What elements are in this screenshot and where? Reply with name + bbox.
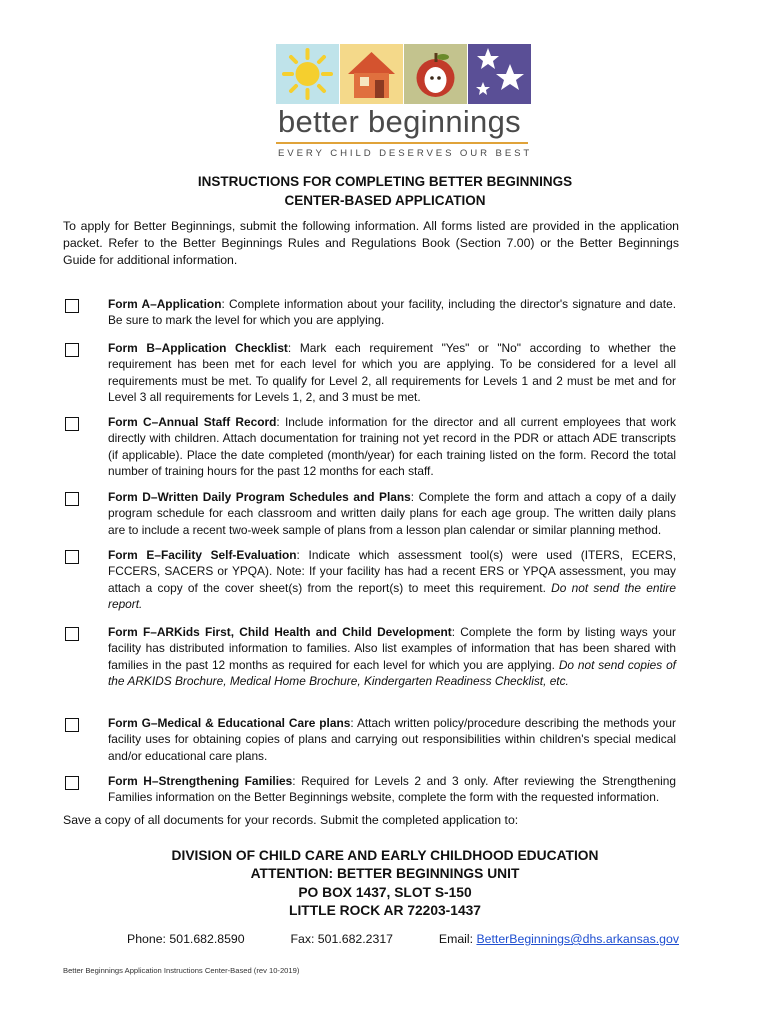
item-body: : Required for Levels 2 and 3 only. After reviewing the Strengthening Families information on the Better Beginnings website, complete the form with the requested information. [108, 774, 676, 805]
item-text [108, 414, 676, 480]
item-body: : Mark each requirement "Yes" or "No" according to whether the requirement has been met for each level for which you are applying. To be considered for a level all requirements must be met. To qualify for Level 2, all requirements for Levels 1 and 2 must be met and for Level 3 all requirements for Levels 1, 2, and 3 must be met. [108, 341, 676, 405]
item-body: : Include information for the director and all current employees that work directly with children. Attach documentation for training not yet record in the PDR or attach ADE transcripts (if applicable). Place the date completed (month/year) for each training listed on the form. Record the total number of training hours for the past 12 months for each staff. [108, 415, 676, 479]
item-body: : Complete the form by listing ways your facility has distributed information to families. Also list examples of information that has been shared with families in the past 12 months as required for each level for which you are applying. [108, 625, 677, 672]
sun-icon [276, 44, 339, 104]
item-body: : Indicate which assessment tool(s) were used (ITERS, ECERS, FCCERS, SACERS or YPQA). Note: If your facility has had a recent ERS or YPQA assessment, you may attach a copy of the cover sheet(s) from the report(s) to meet this requirement. [108, 548, 676, 595]
intro-paragraph: To apply for Better Beginnings, submit the following information. All forms listed are provided in the application packet. Refer to the Better Beginnings Rules and Regulations Book (Section 7.00) or the Better Beginnings Guide for additional information. [63, 219, 679, 267]
item-note: Do not send the entire report. [108, 580, 676, 612]
house-icon [340, 44, 403, 104]
submission-instructions: Save a copy of all documents for your records. Submit the completed application to: [63, 813, 519, 827]
item-title: Form F–ARKids First, Child Health and Child Development [108, 625, 452, 639]
item-text [108, 773, 676, 806]
brand-divider [276, 142, 528, 144]
address-line-4: LITTLE ROCK AR 72203-1437 [289, 902, 481, 918]
logo-tiles [276, 44, 530, 104]
item-text [108, 624, 676, 690]
item-title: Form D–Written Daily Program Schedules and Plans [108, 490, 411, 504]
address-line-2: ATTENTION: BETTER BEGINNINGS UNIT [250, 866, 520, 882]
brand-tagline: EVERY CHILD DESERVES OUR BEST [278, 148, 533, 159]
checkbox[interactable] [65, 718, 79, 732]
item-text [108, 296, 676, 329]
mailing-address [0, 847, 770, 920]
item-body: : Attach written policy/procedure describing the methods your facility uses for obtaining copies of plans and carrying out responsibilities within children's special medical and/or educational care plans. [108, 716, 676, 763]
stars-icon [468, 44, 531, 104]
item-text [108, 547, 676, 613]
item-body: : Complete information about your facility, including the director's signature and date. Be sure to mark the level for which you are applying. [108, 297, 676, 328]
checkbox[interactable] [65, 417, 79, 431]
address-line-3: PO BOX 1437, SLOT S-150 [298, 884, 472, 900]
fax-number: Fax: 501.682.2317 [290, 932, 394, 946]
checkbox[interactable] [65, 492, 79, 506]
email-label: Email: [438, 932, 477, 946]
item-text [108, 489, 676, 538]
checkbox[interactable] [65, 627, 79, 641]
apple-icon [404, 44, 467, 104]
better-beginnings-logo [276, 44, 533, 159]
item-note: Do not send copies of the ARKIDS Brochure, Medical Home Brochure, Kindergarten Readiness Checklist, etc. [108, 657, 676, 689]
title-line-2: CENTER-BASED APPLICATION [284, 193, 486, 208]
item-body: : Complete the form and attach a copy of a daily program schedule for each classroom and written daily plans for each age group. The written daily plans are to include a recent two-week sample of plans from a lesson plan calendar or similar planning method. [108, 490, 676, 537]
item-title: Form H–Strengthening Families [108, 774, 293, 788]
item-title: Form E–Facility Self-Evaluation [108, 548, 297, 562]
item-title: Form B–Application Checklist [108, 341, 288, 355]
email-link[interactable]: BetterBeginnings@dhs.arkansas.gov [476, 932, 679, 946]
email-contact [439, 932, 679, 946]
phone-number: Phone: 501.682.8590 [127, 932, 245, 946]
page-footer: Better Beginnings Application Instructions Center-Based (rev 10-2019) [63, 966, 300, 975]
checkbox[interactable] [65, 776, 79, 790]
brand-name: better beginnings [278, 104, 521, 139]
contact-info [127, 932, 679, 946]
title-line-1: INSTRUCTIONS FOR COMPLETING BETTER BEGINNINGS [197, 174, 573, 189]
item-text [108, 715, 676, 764]
checkbox[interactable] [65, 343, 79, 357]
item-title: Form C–Annual Staff Record [108, 415, 277, 429]
checkbox[interactable] [65, 299, 79, 313]
checkbox[interactable] [65, 550, 79, 564]
page-title [0, 172, 770, 210]
address-line-1: DIVISION OF CHILD CARE AND EARLY CHILDHOOD EDUCATION [171, 848, 599, 863]
item-text [108, 340, 676, 406]
item-title: Form A–Application [108, 297, 222, 311]
item-title: Form G–Medical & Educational Care plans [108, 716, 351, 730]
